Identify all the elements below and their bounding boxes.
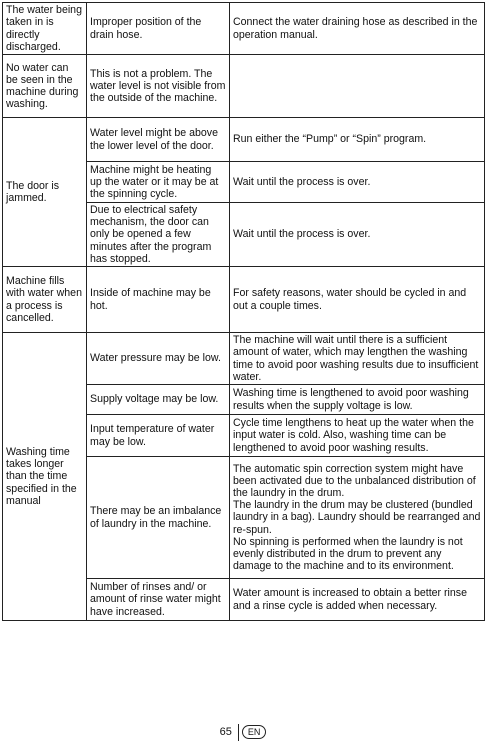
cause-cell: Machine might be heating up the water or it may be at the spinning cycle. [87,162,230,203]
solution-cell: Wait until the process is over. [230,203,485,267]
table-row [3,333,485,385]
table-row [3,267,485,333]
solution-cell: Connect the water draining hose as described in the operation manual. [230,3,485,55]
language-badge: EN [242,725,267,739]
solution-cell: The machine will wait until there is a sufficient amount of water, which may lengthen the washing time to avoid poor washing results due to insufficient water. [230,333,485,385]
page-number: 65 [219,726,232,738]
cause-cell: Improper position of the drain hose. [87,3,230,55]
cause-cell: Water level might be above the lower level of the door. [87,118,230,162]
cause-cell: There may be an imbalance of laundry in the machine. [87,457,230,579]
solution-cell: Washing time is lengthened to avoid poor washing results when the supply voltage is low. [230,385,485,415]
problem-cell: Machine fills with water when a process is cancelled. [3,267,87,333]
solution-line: The automatic spin correction system might have been activated due to the unbalanced distribution of the laundry in the drum. [233,462,476,499]
table-row [3,118,485,162]
solution-cell: Run either the “Pump” or “Spin” program. [230,118,485,162]
cause-cell: Input temperature of water may be low. [87,415,230,457]
page-footer [0,722,486,742]
solution-line: The laundry in the drum may be clustered (bundled laundry in a bag). Laundry should be rearranged and re-spun. [233,499,481,536]
troubleshooting-table [2,2,485,621]
cause-cell: Due to electrical safety mechanism, the door can only be opened a few minutes after the program has stopped. [87,203,230,267]
footer-divider [238,724,239,741]
table-row [3,3,485,55]
problem-cell: Washing time takes longer than the time specified in the manual [3,333,87,621]
cause-cell: Water pressure may be low. [87,333,230,385]
solution-cell: Water amount is increased to obtain a better rinse and a rinse cycle is added when necessary. [230,579,485,621]
cause-cell: Supply voltage may be low. [87,385,230,415]
solution-cell: For safety reasons, water should be cycled in and out a couple times. [230,267,485,333]
problem-cell: The water being taken in is directly discharged. [3,3,87,55]
table-row [3,55,485,118]
cause-cell: Inside of machine may be hot. [87,267,230,333]
solution-cell: Wait until the process is over. [230,162,485,203]
problem-cell: No water can be seen in the machine during washing. [3,55,87,118]
problem-cell: The door is jammed. [3,118,87,267]
solution-cell [230,457,485,579]
cause-cell: Number of rinses and/ or amount of rinse water might have increased. [87,579,230,621]
cause-cell: This is not a problem. The water level is not visible from the outside of the machine. [87,55,230,118]
solution-cell [230,55,485,118]
solution-cell: Cycle time lengthens to heat up the water when the input water is cold. Also, washing time can be lengthened to avoid poor washing results. [230,415,485,457]
solution-line: No spinning is performed when the laundry is not evenly distributed in the drum to prevent any damage to the machine and to its environment. [233,535,463,573]
